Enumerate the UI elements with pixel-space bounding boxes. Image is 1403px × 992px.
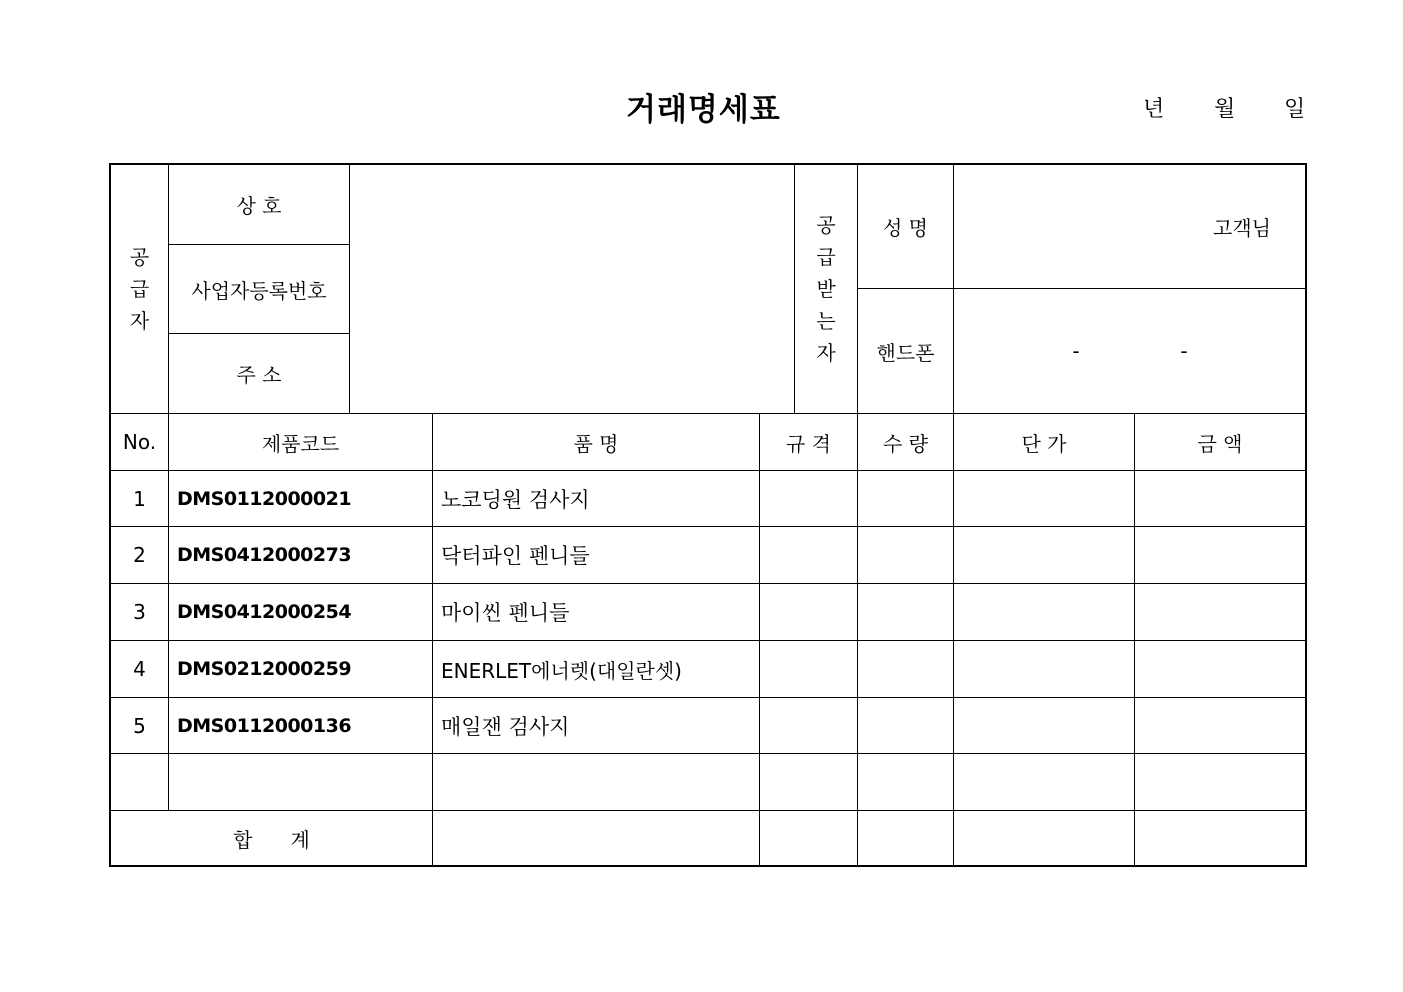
row-number: 1 xyxy=(133,486,146,511)
header-unit-price: 단 가 xyxy=(1021,431,1067,456)
supplier-label-char: 공 xyxy=(129,245,150,269)
product-name: 닥터파인 펜니들 xyxy=(441,544,590,568)
product-name: 매일잰 검사지 xyxy=(441,714,570,739)
receiver-name-label: 성 명 xyxy=(883,216,928,240)
receiver-label-char: 급 xyxy=(816,245,836,269)
supplier-address-label: 주 소 xyxy=(236,363,282,387)
product-code: DMS0112000021 xyxy=(177,487,352,510)
receiver-name-value[interactable]: 고객님 xyxy=(1213,216,1271,240)
row-number: 2 xyxy=(133,543,146,567)
grid-line xyxy=(111,753,1305,754)
header-product-code: 제품코드 xyxy=(261,431,340,456)
header-amount: 금 액 xyxy=(1197,431,1243,456)
product-name: ENERLET에너렛(대일란셋) xyxy=(441,658,682,683)
product-code: DMS0212000259 xyxy=(177,658,352,680)
supplier-label-char: 급 xyxy=(129,277,150,301)
receiver-label-char: 공 xyxy=(816,213,836,237)
receiver-phone-label: 핸드폰 xyxy=(876,340,935,365)
header-quantity: 수 량 xyxy=(883,431,928,456)
row-number: 3 xyxy=(133,600,146,624)
receiver-label-char: 자 xyxy=(816,341,836,365)
product-code: DMS0412000273 xyxy=(177,544,352,566)
row-number: 5 xyxy=(133,713,146,738)
product-name: 마이씬 펜니들 xyxy=(441,601,570,625)
supplier-name-label: 상 호 xyxy=(236,194,282,218)
grid-line xyxy=(432,413,433,865)
product-code: DMS0112000136 xyxy=(177,714,352,737)
phone-dash: - xyxy=(1072,339,1080,363)
product-code: DMS0412000254 xyxy=(177,601,352,623)
grid-line xyxy=(168,413,169,810)
grid-line xyxy=(1134,413,1135,865)
receiver-label-char: 는 xyxy=(816,309,836,333)
receiver-label xyxy=(795,165,857,413)
header-no: No. xyxy=(122,430,157,454)
product-name: 노코딩원 검사지 xyxy=(441,487,590,512)
supplier-info-field[interactable] xyxy=(350,165,794,413)
header-product-name: 품 명 xyxy=(573,431,619,456)
grid-line xyxy=(953,413,954,865)
grid-line xyxy=(759,413,760,865)
date-month-label: 월 xyxy=(1214,97,1236,122)
phone-dash: - xyxy=(1180,339,1188,363)
supplier-reg-number-label: 사업자등록번호 xyxy=(191,278,327,303)
supplier-label-char: 자 xyxy=(129,309,150,333)
document-title: 거래명세표 xyxy=(626,92,781,128)
row-number: 4 xyxy=(133,657,146,681)
supplier-label xyxy=(111,165,168,413)
receiver-label-char: 받 xyxy=(816,277,836,301)
statement-form xyxy=(109,163,1307,867)
grid-line xyxy=(857,413,858,865)
grid-line xyxy=(953,165,954,413)
date-day-label: 일 xyxy=(1284,97,1306,122)
header-spec: 규 격 xyxy=(786,431,831,456)
date-year-label: 년 xyxy=(1143,97,1165,122)
total-label: 합 계 xyxy=(233,827,310,852)
